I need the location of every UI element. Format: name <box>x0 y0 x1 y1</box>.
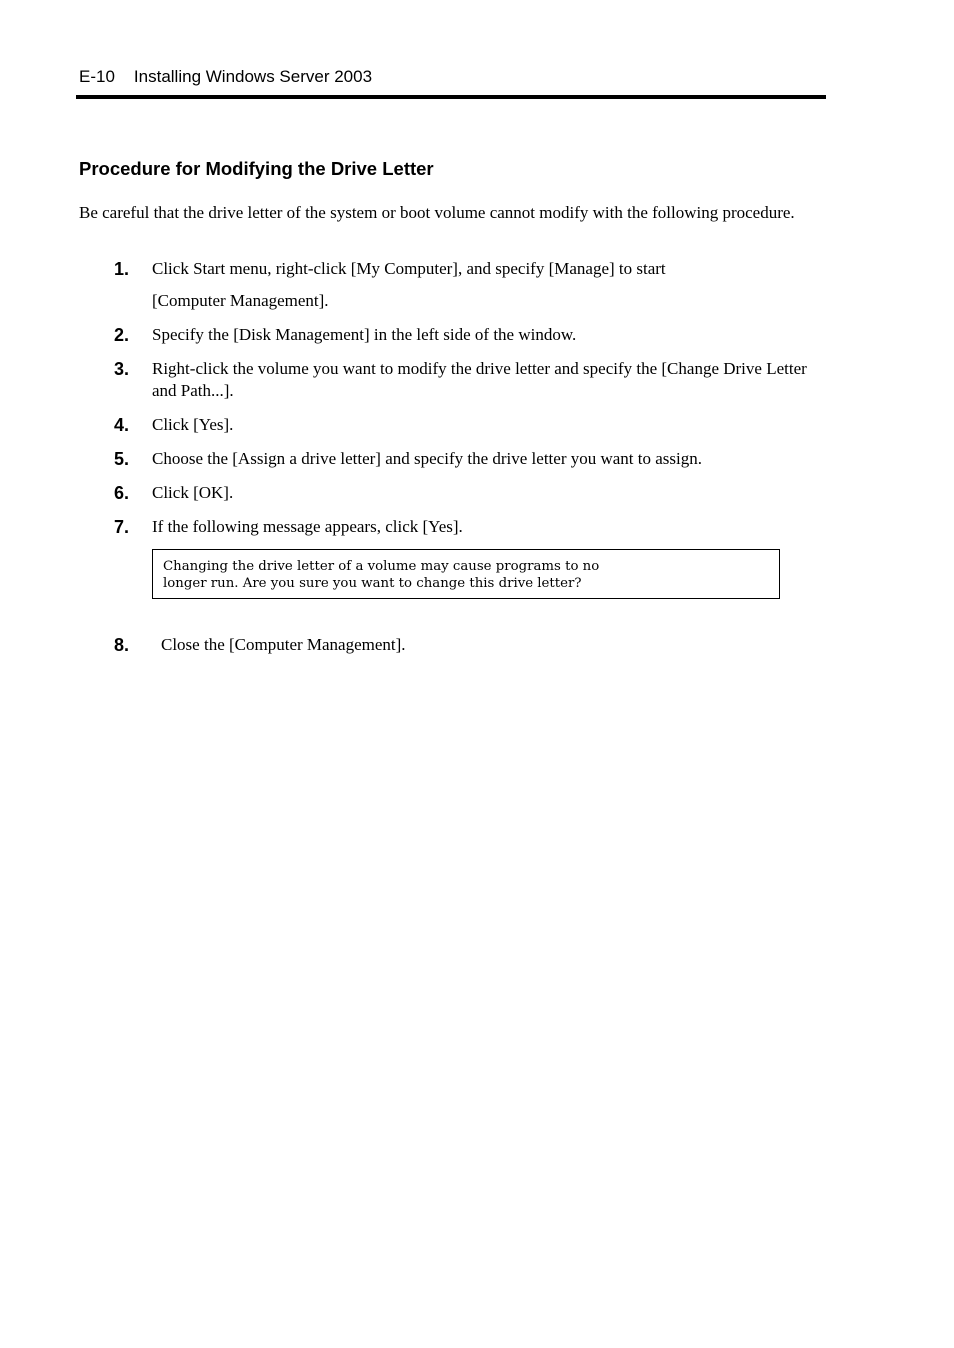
step-number: 4. <box>114 415 130 435</box>
step-text: Choose the [Assign a drive letter] and specify the drive letter you want to assign. <box>152 449 702 468</box>
message-line-1: Changing the drive letter of a volume may cause programs to no <box>163 559 600 574</box>
step-number: 1. <box>114 259 130 279</box>
message-box <box>152 549 780 599</box>
step-number: 5. <box>114 449 130 469</box>
step-text: Click [Yes]. <box>152 415 234 434</box>
intro-paragraph: Be careful that the drive letter of the system or boot volume cannot modify with the following procedure. <box>79 203 795 222</box>
step-text: Close the [Computer Management]. <box>161 635 406 654</box>
section-title: Procedure for Modifying the Drive Letter <box>79 158 434 179</box>
step-number: 7. <box>114 517 130 537</box>
step-text-continuation: [Computer Management]. <box>152 291 329 310</box>
step-text: Right-click the volume you want to modify the drive letter and specify the [Change Drive Letter and Path...]. <box>152 359 807 400</box>
page-number: E-10 <box>79 67 115 86</box>
message-text <box>163 558 763 592</box>
step-number: 2. <box>114 325 130 345</box>
page-header <box>79 66 372 88</box>
step-number: 6. <box>114 483 130 503</box>
step-text: Click Start menu, right-click [My Computer], and specify [Manage] to start <box>152 259 666 278</box>
step-text: Click [OK]. <box>152 483 234 502</box>
chapter-title: Installing Windows Server 2003 <box>133 67 373 86</box>
message-line-2: longer run. Are you sure you want to change this drive letter? <box>163 576 582 591</box>
step-text: If the following message appears, click [Yes]. <box>152 517 463 536</box>
step-text: Specify the [Disk Management] in the left side of the window. <box>152 325 577 344</box>
step-number: 3. <box>114 359 130 379</box>
step-number: 8. <box>114 635 130 655</box>
header-rule <box>76 95 826 99</box>
